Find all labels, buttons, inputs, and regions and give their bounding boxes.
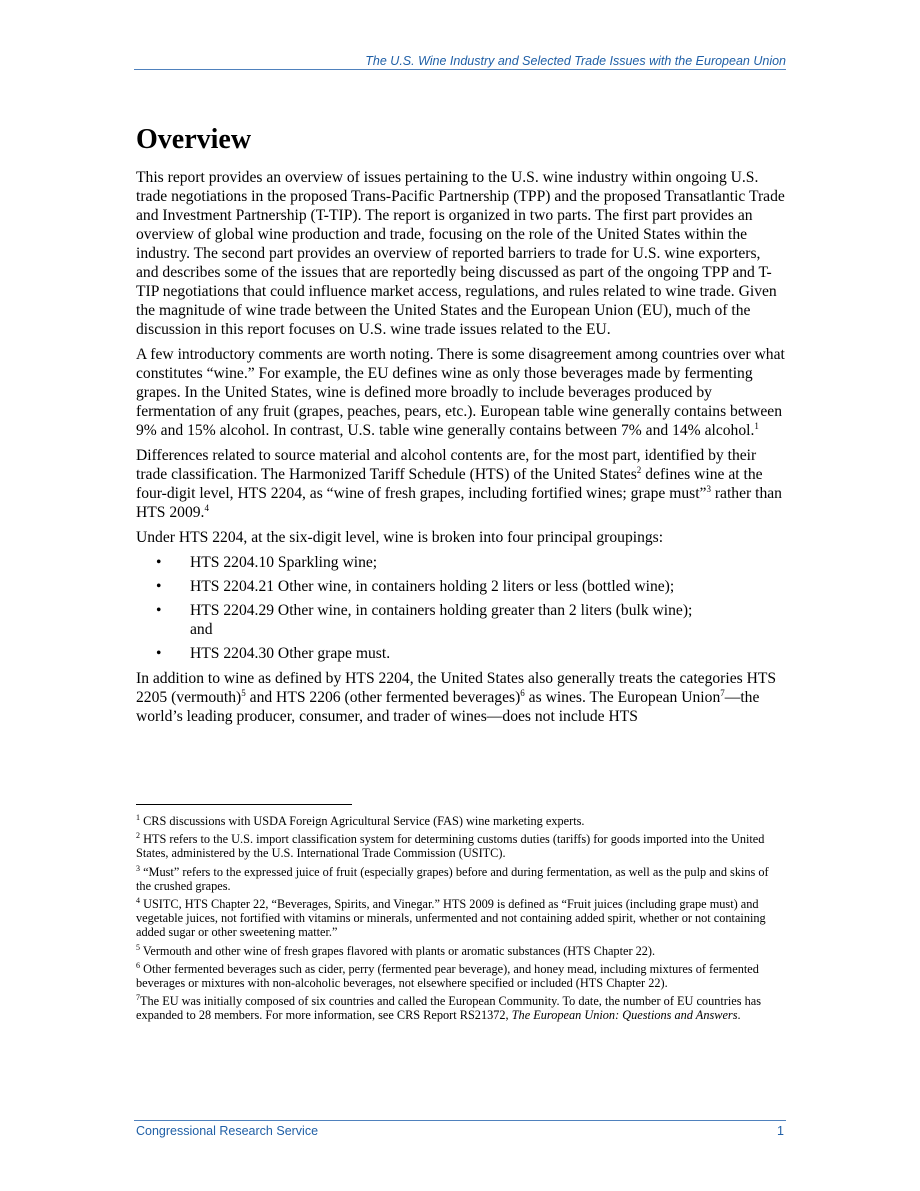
footnotes xyxy=(136,814,786,1027)
footnote-ref: 1 xyxy=(754,420,759,431)
footnote: $^6$ Other fermented beverages such as cider, perry (fermented pear beverage), and honey mead, including mixtures of fermented beverages or mixtures with non-alcoholic beverages, not elsewhere specified or included (HTS Chapter 22). xyxy=(136,960,759,991)
footnote-ref: 3 xyxy=(706,483,711,494)
paragraph-classification: Differences related to source material and alcohol contents are, for the most part, identified by their trade classification. The Harmonized Tariff Schedule (HTS) of the United States$^2$ defines wine at the four-digit level, HTS 2204, as “wine of fresh grapes, including fortified wines; grape must”$^3$ rather than HTS 2009.$^4$ xyxy=(136,447,782,521)
list-item: • HTS 2204.29 Other wine, in containers holding greater than 2 liters (bulk wine); and xyxy=(156,602,693,638)
report-title: The European Union: Questions and Answers xyxy=(511,1008,738,1023)
body-text xyxy=(136,168,786,732)
paragraph-eu: In addition to wine as defined by HTS 2204, the United States also generally treats the categories HTS 2205 (vermouth)$^5$ and HTS 2206 (other fermented beverages)$^6$ as wines. The European Union$^7$—the world’s leading producer, consumer, and trader of wines—does not include HTS xyxy=(136,670,777,725)
paragraph-groupings: Under HTS 2204, at the six-digit level, wine is broken into four principal groupings: xyxy=(136,529,664,546)
hts-list xyxy=(136,553,786,663)
footnote-ref: 4 xyxy=(204,502,209,513)
footnote-ref: 2 xyxy=(636,464,642,475)
bullet-icon: • xyxy=(156,554,162,571)
bullet-icon: • xyxy=(156,578,162,595)
footnote-ref: 6 xyxy=(520,687,525,698)
page-number: 1 xyxy=(777,1124,784,1138)
list-item: • HTS 2204.10 Sparkling wine; xyxy=(156,554,378,571)
footnote-ref: 5 xyxy=(241,687,246,698)
running-header: The U.S. Wine Industry and Selected Trade Issues with the European Union xyxy=(365,54,786,68)
footnote: $^1$ CRS discussions with USDA Foreign Agricultural Service (FAS) wine marketing experts. xyxy=(136,812,585,828)
footnote: $^3$ “Must” refers to the expressed juice of fruit (especially grapes) before and during fermentation, as well as the pulp and skins of the crushed grapes. xyxy=(136,863,769,893)
list-item: • HTS 2204.21 Other wine, in containers holding 2 liters or less (bottled wine); xyxy=(156,578,675,595)
paragraph-definitions: A few introductory comments are worth noting. There is some disagreement among countries over what constitutes “wine.” For example, the EU defines wine as only those beverages made by fermenting grapes. In the United States, wine is defined more broadly to include beverages produced by fermentation of any fruit (grapes, peaches, pears, etc.). European table wine generally contains between 9% and 15% alcohol. In contrast, U.S. table wine generally contains between 7% and 14% alcohol.$^1$ xyxy=(136,346,785,439)
footnote-ref: 7 xyxy=(720,687,725,698)
section-title: Overview xyxy=(136,124,252,155)
footnote: $^5$ Vermouth and other wine of fresh grapes flavored with plants or aromatic substances (HTS Chapter 22). xyxy=(136,942,656,958)
header-rule xyxy=(134,69,786,70)
footnote: $^7$The EU was initially composed of six countries and called the European Community. To date, the number of EU countries has expanded to 28 members. For more information, see CRS Report RS21372, The European Union: Questions and Answers. xyxy=(136,993,762,1023)
footnote: $^2$ HTS refers to the U.S. import classification system for determining customs duties (tariffs) for goods imported into the United States, administered by the U.S. International Trade Commission (USITC). xyxy=(136,831,765,861)
list-item: • HTS 2204.30 Other grape must. xyxy=(156,645,391,662)
bullet-icon: • xyxy=(156,602,162,619)
footer-org: Congressional Research Service xyxy=(136,1124,319,1138)
footnote: $^4$ USITC, HTS Chapter 22, “Beverages, Spirits, and Vinegar.” HTS 2009 is defined as “Fruit juices (including grape must) and vegetable juices, not fortified with vitamins or minerals, unfermented and not containing added spirit, whether or not containing added sugar or other sweetening matter.” xyxy=(136,895,766,940)
footer-rule xyxy=(134,1120,786,1121)
paragraph-intro: This report provides an overview of issues pertaining to the U.S. wine industry within ongoing U.S. trade negotiations in the proposed Trans-Pacific Partnership (TPP) and the proposed Transatlantic Trade and Investment Partnership (T-TIP). The report is organized in two parts. The first part provides an overview of global wine production and trade, focusing on the role of the United States within the industry. The second part provides an overview of reported barriers to trade for U.S. wine exporters, and describes some of the issues that are reportedly being discussed as part of the ongoing TPP and T-TIP negotiations that could influence market access, regulations, and rules related to wine trade. Given the magnitude of wine trade between the United States and the European Union (EU), much of the discussion in this report focuses on U.S. wine trade issues related to the EU. xyxy=(136,169,785,338)
footnote-rule xyxy=(136,804,352,805)
bullet-icon: • xyxy=(156,645,162,662)
